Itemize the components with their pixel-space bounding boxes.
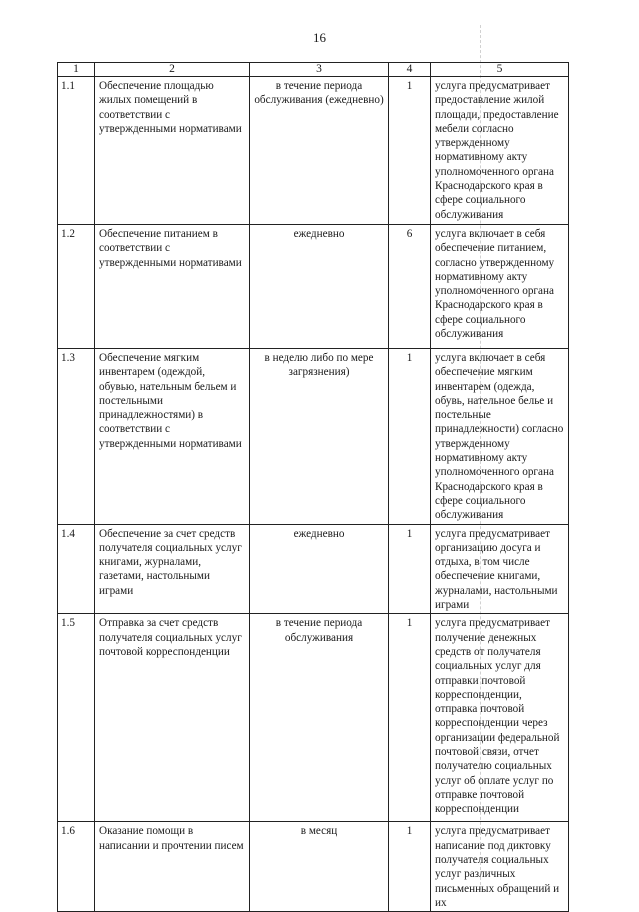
service-period: ежедневно bbox=[250, 524, 389, 614]
service-description: услуга предусматривает написание под диктовку получателя социальных услуг различных письменных обращений и их bbox=[431, 822, 569, 912]
header-row bbox=[58, 63, 569, 77]
service-description: услуга предусматривает получение денежных средств от получателя социальных услуг для отправки почтовой корреспонденции, отправка почтовой корреспонденции через организации федеральной почтовой связи, отчет получателю социальных услуг об оплате услуг по отправке почтовой корреспонденции bbox=[431, 614, 569, 822]
table-row bbox=[58, 614, 569, 822]
row-number: 1.4 bbox=[58, 524, 95, 614]
service-count: 1 bbox=[389, 822, 431, 912]
header-col-5: 5 bbox=[431, 63, 569, 77]
service-description: услуга включает в себя обеспечение питанием, согласно утвержденному нормативному акту уполномоченного органа Краснодарского края в сфере социального обслуживания bbox=[431, 225, 569, 349]
service-period: ежедневно bbox=[250, 225, 389, 349]
row-number: 1.2 bbox=[58, 225, 95, 349]
header-col-4: 4 bbox=[389, 63, 431, 77]
page-number: 16 bbox=[313, 30, 326, 45]
table-row bbox=[58, 77, 569, 225]
service-count: 1 bbox=[389, 77, 431, 225]
table-row bbox=[58, 524, 569, 614]
row-number: 1.3 bbox=[58, 349, 95, 525]
service-description: услуга включает в себя обеспечение мягким инвентарем (одежда, обувь, нательное белье и постельные принадлежности) согласно утвержденному нормативному акту уполномоченного органа Краснодарского края в сфере социального обслуживания bbox=[431, 349, 569, 525]
header-col-1: 1 bbox=[58, 63, 95, 77]
table-row bbox=[58, 822, 569, 912]
header-col-3: 3 bbox=[250, 63, 389, 77]
row-number: 1.1 bbox=[58, 77, 95, 225]
service-description: услуга предусматривает организацию досуга и отдыха, в том числе обеспечение книгами, журналами, настольными играми bbox=[431, 524, 569, 614]
service-name: Обеспечение за счет средств получателя социальных услуг книгами, журналами, газетами, настольными играми bbox=[95, 524, 250, 614]
service-period: в течение периода обслуживания bbox=[250, 614, 389, 822]
service-name: Обеспечение мягким инвентарем (одеждой, обувью, нательным бельем и постельными принадлежностями) в соответствии с утвержденными нормативами bbox=[95, 349, 250, 525]
service-period: в неделю либо по мере загрязнения) bbox=[250, 349, 389, 525]
services-table bbox=[57, 62, 569, 912]
table-row bbox=[58, 225, 569, 349]
header-col-2: 2 bbox=[95, 63, 250, 77]
row-number: 1.6 bbox=[58, 822, 95, 912]
service-count: 1 bbox=[389, 524, 431, 614]
service-name: Отправка за счет средств получателя социальных услуг почтовой корреспонденции bbox=[95, 614, 250, 822]
service-period: в месяц bbox=[250, 822, 389, 912]
row-number: 1.5 bbox=[58, 614, 95, 822]
service-period: в течение периода обслуживания (ежедневно) bbox=[250, 77, 389, 225]
service-name: Оказание помощи в написании и прочтении писем bbox=[95, 822, 250, 912]
service-count: 6 bbox=[389, 225, 431, 349]
service-name: Обеспечение питанием в соответствии с утвержденными нормативами bbox=[95, 225, 250, 349]
service-count: 1 bbox=[389, 614, 431, 822]
service-description: услуга предусматривает предоставление жилой площади, предоставление мебели согласно утвержденному нормативному акту уполномоченного органа Краснодарского края в сфере социального обслуживания bbox=[431, 77, 569, 225]
table-row bbox=[58, 349, 569, 525]
service-count: 1 bbox=[389, 349, 431, 525]
service-name: Обеспечение площадью жилых помещений в соответствии с утвержденными нормативами bbox=[95, 77, 250, 225]
